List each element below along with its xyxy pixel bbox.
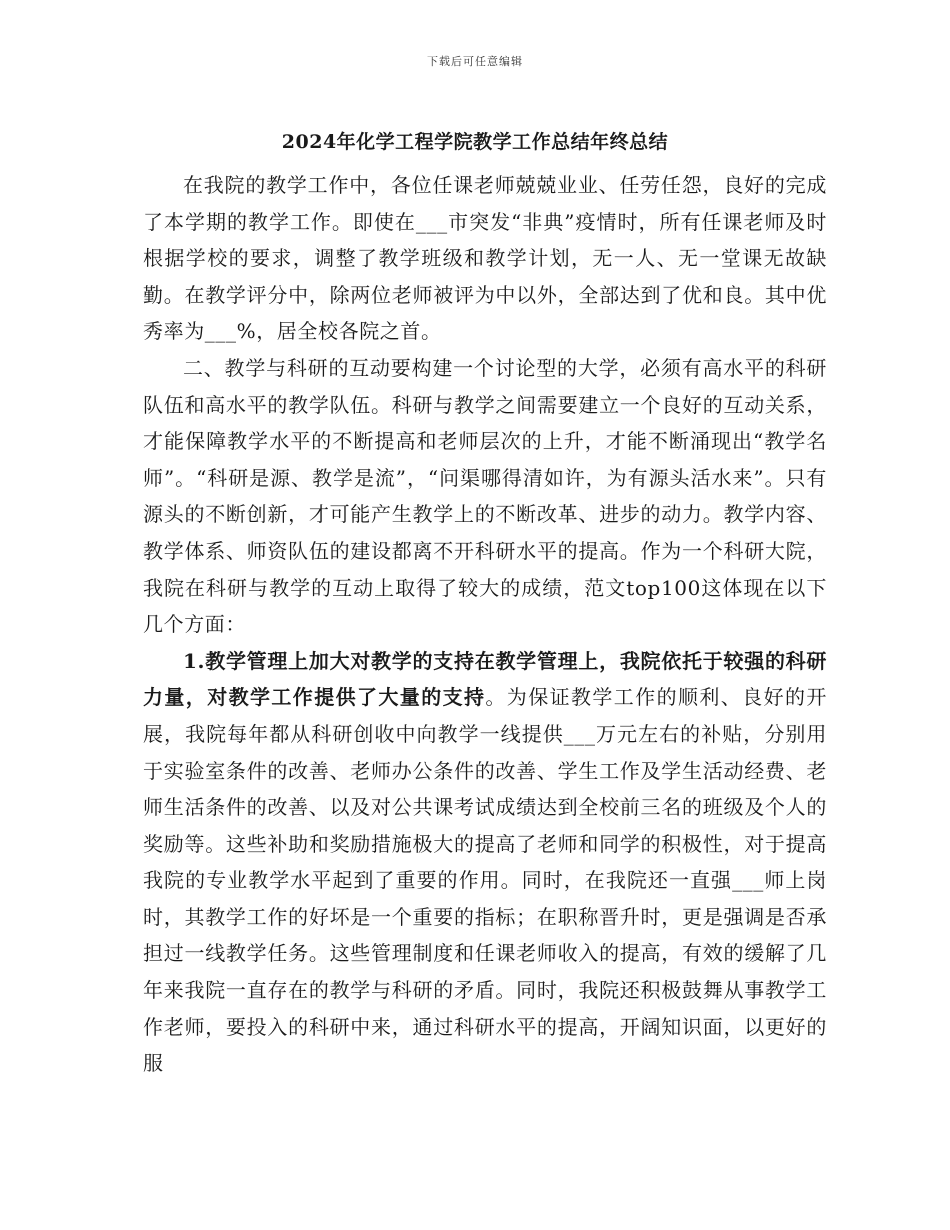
paragraph-body-text: 。为保证教学工作的顺利、良好的开展，我院每年都从科研创收中向教学一线提供___万元左右的补贴，分别用于实验室条件的改善、老师办公条件的改善、学生工作及学生活动经费、老师生活条件的改善、以及对公共课考试成绩达到全校前三名的班级及个人的奖励等。这些补助和奖励措施极大的提高了老师和同学的积极性，对于提高我院的专业教学水平起到了重要的作用。同时，在我院还一直强___师上岗时，其教学工作的好坏是一个重要的指标；在职称晋升时，更是强调是否承担过一线教学任务。这些管理制度和任课老师收入的提高，有效的缓解了几年来我院一直存在的教学与科研的矛盾。同时，我院还积极鼓舞从事教学工作老师，要投入的科研中来，通过科研水平的提高，开阔知识面，以更好的服 — [143, 685, 827, 1076]
paragraph-teaching-management — [143, 643, 827, 1082]
document-body — [143, 167, 827, 1082]
paragraph-bold-lead: 1.教学管理上加大对教学的支持在教学管理上，我院依托于较强的科研力量，对教学工作提供了大量的支持 — [143, 648, 827, 710]
page-header-note: 下载后可任意编辑 — [427, 55, 523, 68]
paragraph-teaching-work: 在我院的教学工作中，各位任课老师兢兢业业、任劳任怨，良好的完成了本学期的教学工作。即使在___市突发“非典”疫情时，所有任课老师及时根据学校的要求，调整了教学班级和教学计划，无一人、无一堂课无故缺勤。在教学评分中，除两位老师被评为中以外，全部达到了优和良。其中优秀率为___%，居全校各院之首。 — [143, 173, 827, 344]
document-title: 2024年化学工程学院教学工作总结年终总结 — [281, 131, 669, 153]
paragraph-teaching-research-interaction: 二、教学与科研的互动要构建一个讨论型的大学，必须有高水平的科研队伍和高水平的教学队伍。科研与教学之间需要建立一个良好的互动关系，才能保障教学水平的不断提高和老师层次的上升，才能不断涌现出“教学名师”。“科研是源、教学是流”，“问渠哪得清如许，为有源头活水来”。只有源头的不断创新，才可能产生教学上的不断改革、进步的动力。教学内容、教学体系、师资队伍的建设都离不开科研水平的提高。作为一个科研大院，我院在科研与教学的互动上取得了较大的成绩，范文top100这体现在以下几个方面： — [143, 355, 827, 637]
